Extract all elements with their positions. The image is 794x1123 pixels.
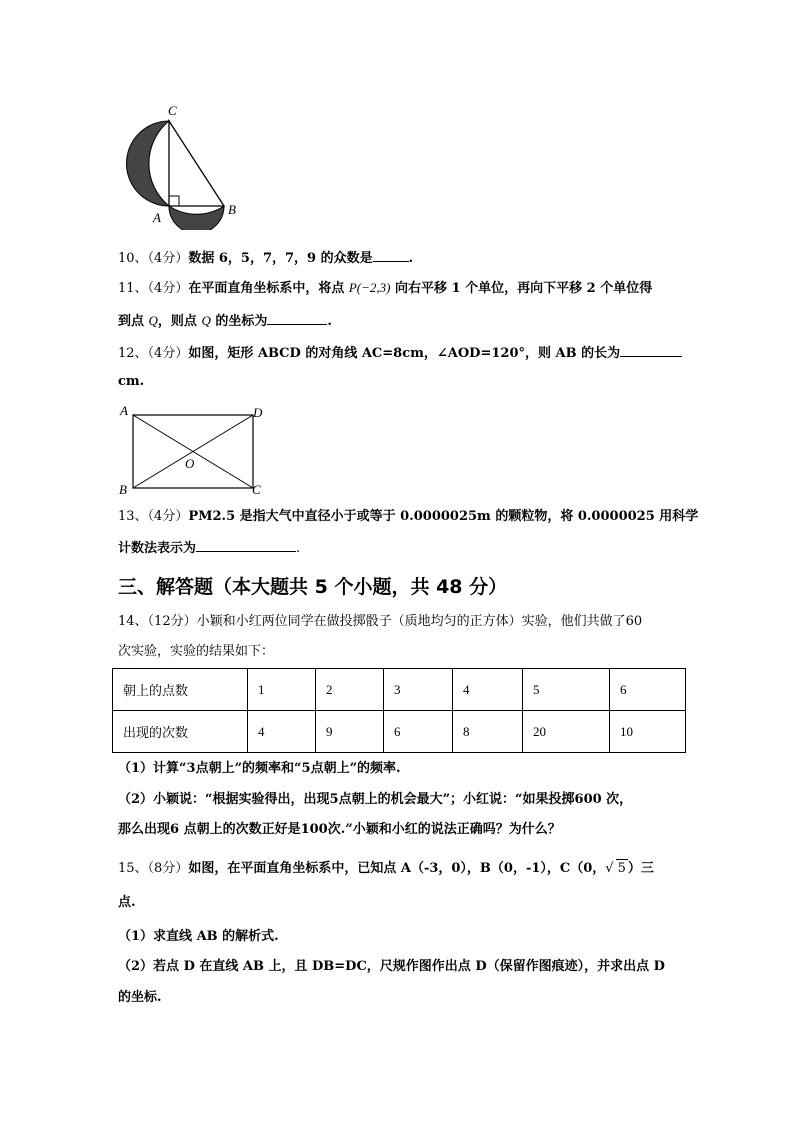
label-d: D	[253, 405, 263, 420]
question-14-line2: 次实验，实验的结果如下：	[118, 644, 275, 659]
table-cell: 6	[610, 669, 686, 711]
table-cell: 朝上的点数	[113, 669, 248, 711]
figure-rectangle-abcd	[110, 400, 270, 500]
table-row	[113, 669, 686, 711]
section-3-heading: 三、解答题（本大题共 5 个小题，共 48 分）	[118, 576, 508, 598]
table-cell: 20	[523, 711, 610, 753]
table-cell: 4	[248, 711, 316, 753]
question-14-part2-line2: 那么出现6 点朝上的次数正好是100次.”小颖和小红的说法正确吗？为什么？	[118, 822, 561, 837]
question-13-line2: 计数法表示为 .	[118, 541, 301, 556]
table-cell: 10	[610, 711, 686, 753]
label-a: A	[153, 210, 161, 225]
label-c: C	[252, 482, 261, 497]
label-a: A	[120, 403, 128, 418]
table-cell: 3	[384, 669, 453, 711]
triangle-abc	[169, 121, 224, 206]
question-12-line2: cm.	[118, 374, 145, 389]
question-11: 11、（4分）在平面直角坐标系中，将点 P(−2,3) 向右平移 1 个单位，再向下平移 2 个单位得	[118, 280, 653, 296]
question-15-line2: 点.	[118, 895, 136, 910]
question-12: 12、（4分）如图，矩形 ABCD 的对角线 AC=8cm，∠AOD=120°，则 AB 的长为	[118, 344, 682, 363]
question-15: 15、（8分）如图，在平面直角坐标系中，已知点 A（-3，0），B（0，-1），C（0，√ 5 ）三	[118, 861, 654, 876]
answer-blank[interactable]	[267, 312, 327, 325]
label-b: B	[228, 202, 236, 217]
question-15-part2-line2: 的坐标.	[118, 990, 162, 1005]
answer-blank[interactable]	[373, 249, 409, 262]
question-10: 10、（4分）数据 6，5，7，7，9 的众数是 .	[118, 251, 414, 266]
table-row	[113, 711, 686, 753]
right-angle-mark	[169, 196, 179, 206]
label-o: O	[185, 456, 195, 471]
table-cell: 5	[523, 669, 610, 711]
figure-right-triangle-lunes	[110, 95, 260, 230]
table-cell: 6	[384, 711, 453, 753]
table-cell: 4	[453, 669, 523, 711]
question-15-part1: （1）求直线 AB 的解析式.	[118, 929, 279, 944]
question-14-part2: （2）小颖说：“根据实验得出，出现5点朝上的机会最大”；小红说：“如果投掷600 次，	[118, 792, 633, 807]
table-cell: 1	[248, 669, 316, 711]
question-14: 14、（12分）小颖和小红两位同学在做投掷骰子（质地均匀的正方体）实验，他们共做了60	[118, 614, 643, 629]
question-14-part1: （1）计算“3点朝上”的频率和“5点朝上”的频率.	[118, 761, 401, 776]
question-15-part2: （2）若点 D 在直线 AB 上，且 DB=DC，尺规作图作出点 D（保留作图痕迹），并求出点 D	[118, 959, 665, 974]
label-c: C	[168, 103, 177, 118]
table-cell: 8	[453, 711, 523, 753]
question-11-line2: 到点 Q，则点 Q 的坐标为 .	[118, 313, 332, 329]
table-cell: 9	[316, 711, 384, 753]
dice-results-table	[112, 668, 686, 753]
answer-blank[interactable]	[196, 539, 296, 552]
left-lune	[127, 121, 170, 206]
bottom-lune	[169, 206, 224, 230]
label-b: B	[119, 482, 127, 497]
table-cell: 2	[316, 669, 384, 711]
question-13: 13、（4分）PM2.5 是指大气中直径小于或等于 0.0000025m 的颗粒物，将 0.0000025 用科学	[118, 509, 699, 524]
table-cell: 出现的次数	[113, 711, 248, 753]
sqrt-value: 5	[617, 861, 626, 876]
answer-blank[interactable]	[620, 344, 682, 357]
